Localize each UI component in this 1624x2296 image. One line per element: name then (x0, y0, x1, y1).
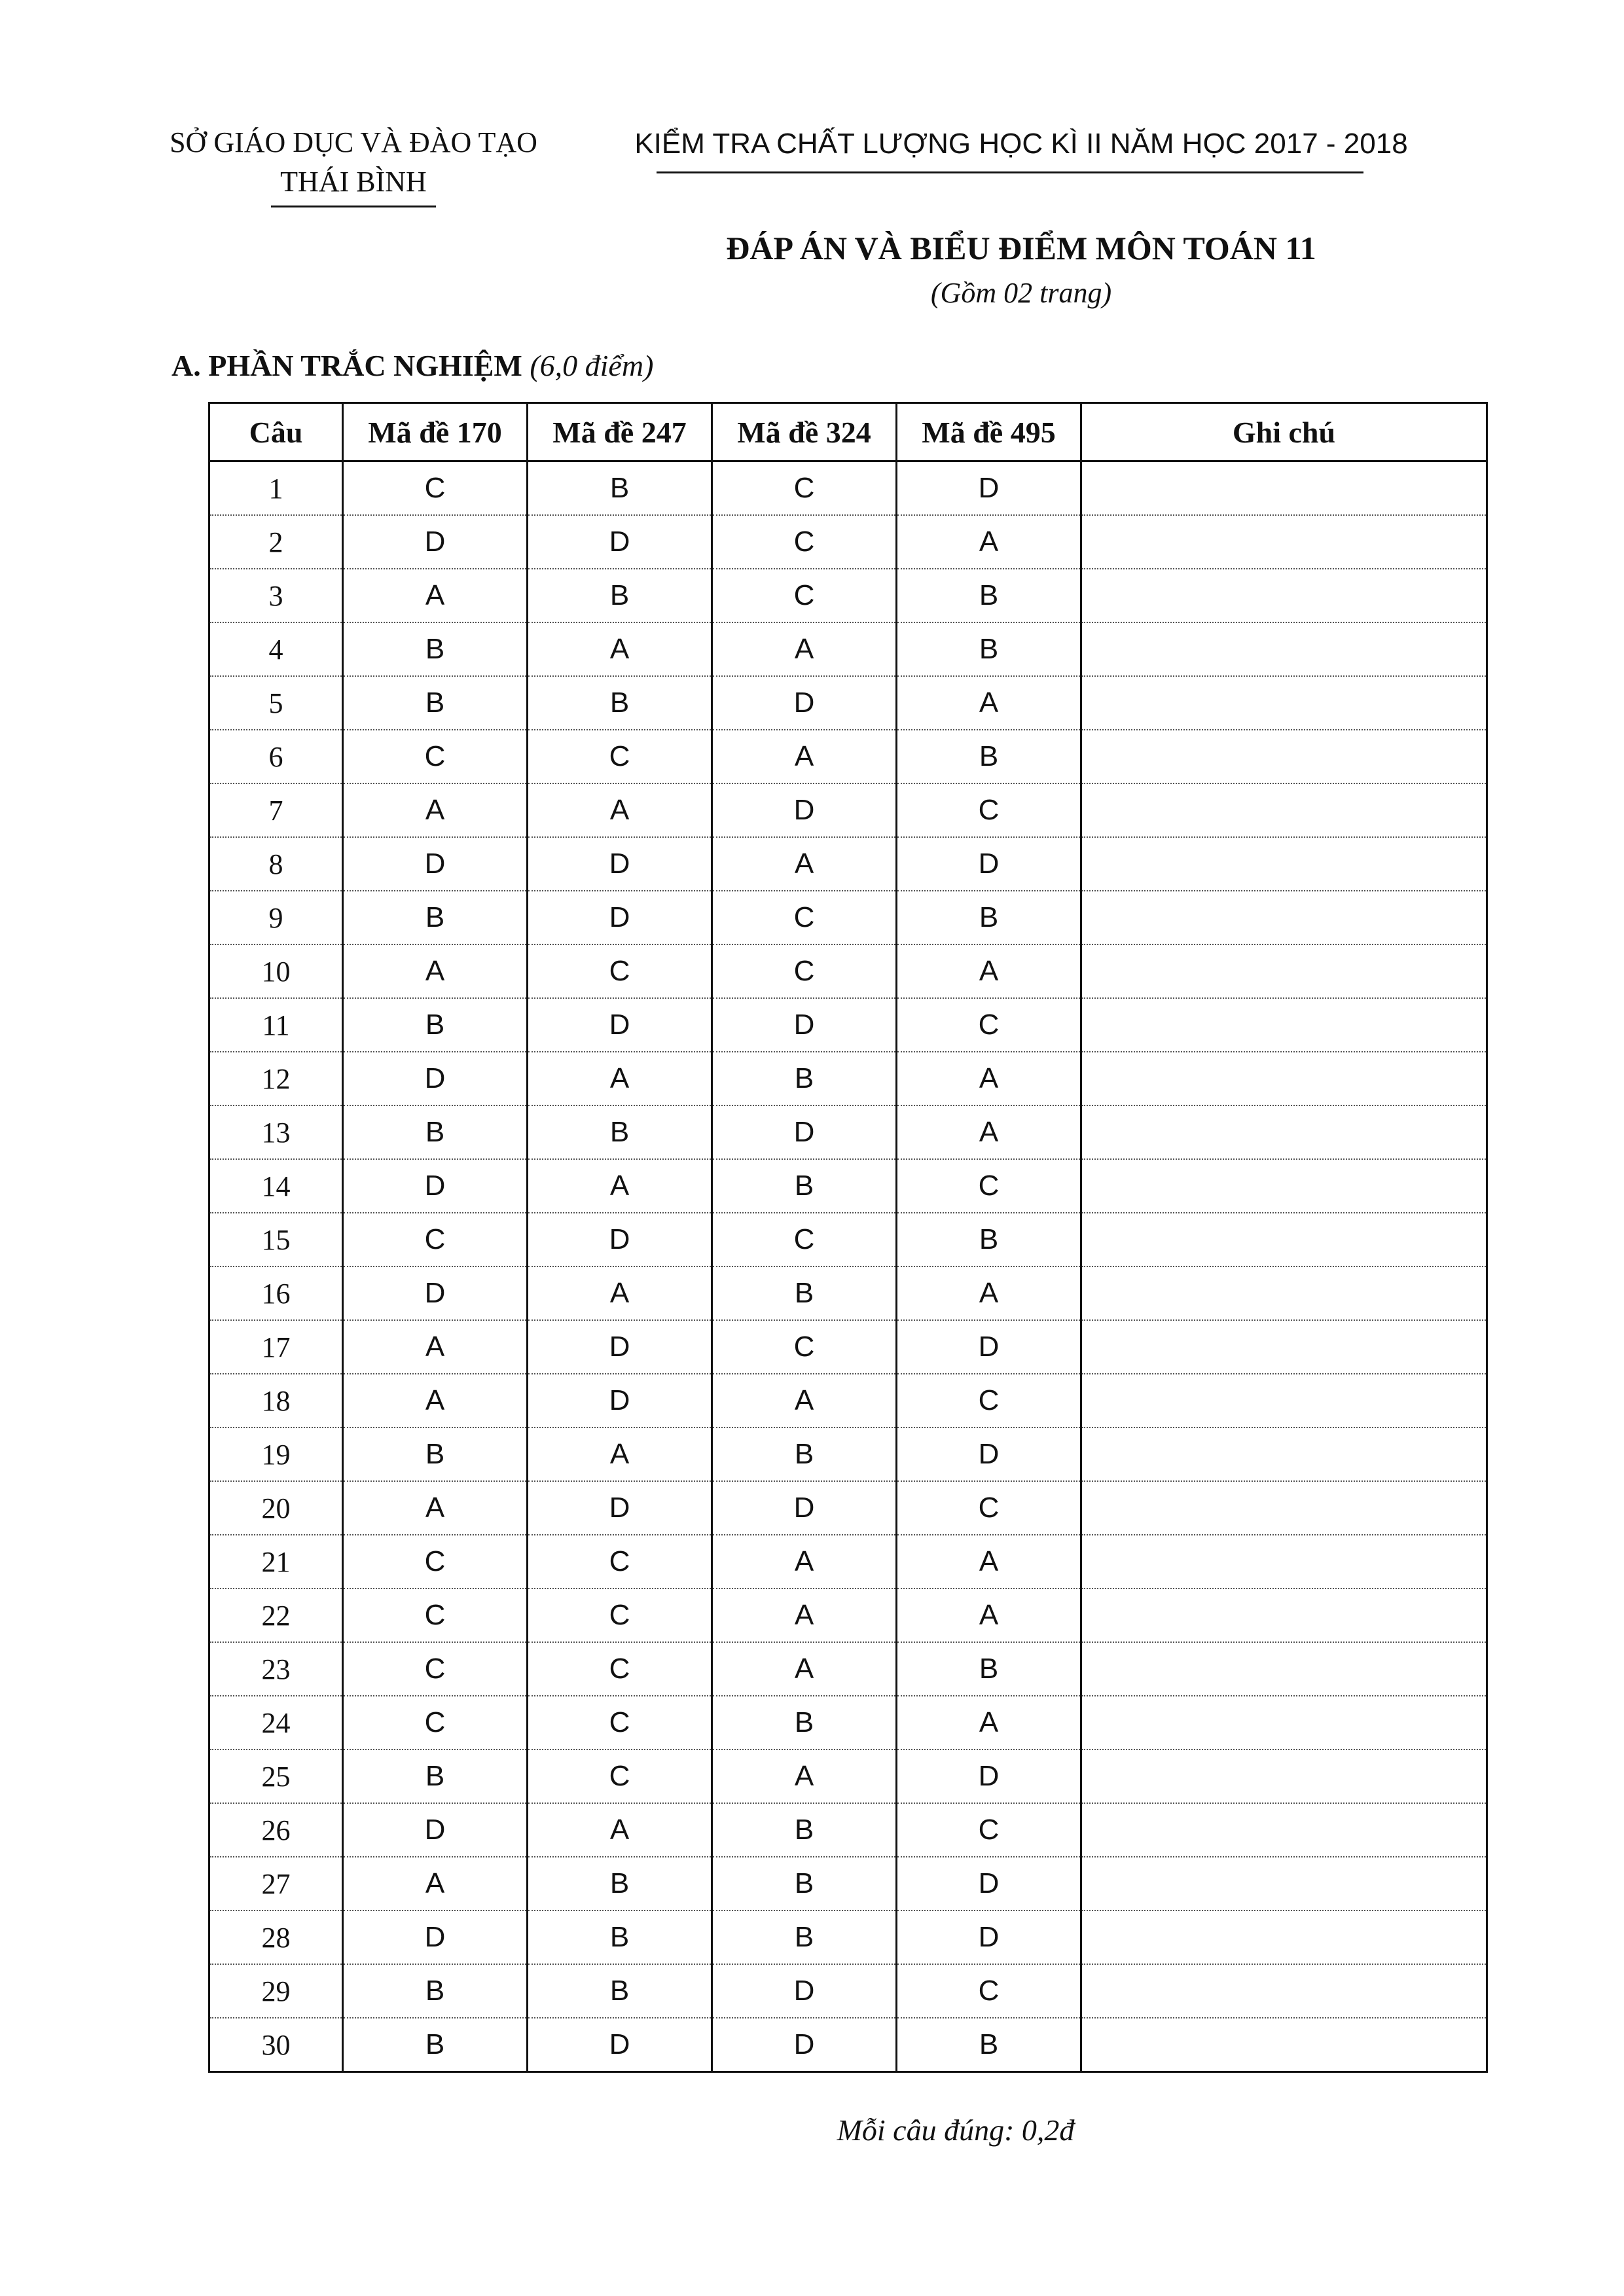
answer-code-170: A (343, 1857, 528, 1910)
table-row (209, 783, 1487, 837)
answer-code-247: B (528, 1105, 712, 1159)
notes-cell (1081, 783, 1487, 837)
answer-key-title: ĐÁP ÁN VÀ BIỂU ĐIỂM MÔN TOÁN 11 (726, 230, 1316, 266)
notes-cell (1081, 1481, 1487, 1535)
answer-code-324: B (712, 1266, 897, 1320)
answer-code-247: B (528, 676, 712, 730)
answer-code-247: D (528, 1213, 712, 1266)
table-row (209, 1749, 1487, 1803)
answer-code-170: C (343, 1213, 528, 1266)
notes-cell (1081, 2018, 1487, 2072)
notes-cell (1081, 944, 1487, 998)
table-row (209, 515, 1487, 569)
answer-code-495: B (897, 569, 1081, 622)
question-number: 28 (209, 1910, 343, 1964)
answer-code-170: C (343, 730, 528, 783)
answer-code-324: D (712, 783, 897, 837)
table-row (209, 998, 1487, 1052)
answer-code-170: D (343, 837, 528, 891)
notes-cell (1081, 1213, 1487, 1266)
question-number: 17 (209, 1320, 343, 1374)
answer-code-247: A (528, 1052, 712, 1105)
notes-cell (1081, 1159, 1487, 1213)
answer-code-170: C (343, 1696, 528, 1749)
answer-code-324: B (712, 1696, 897, 1749)
answer-code-324: D (712, 1481, 897, 1535)
table-row (209, 1964, 1487, 2018)
answer-code-247: D (528, 515, 712, 569)
table-row (209, 1642, 1487, 1696)
answer-code-324: D (712, 2018, 897, 2072)
answer-code-495: B (897, 622, 1081, 676)
notes-cell (1081, 1266, 1487, 1320)
answer-code-495: D (897, 1910, 1081, 1964)
answer-code-170: A (343, 569, 528, 622)
answer-code-170: A (343, 783, 528, 837)
answer-code-324: B (712, 1803, 897, 1857)
table-row (209, 1481, 1487, 1535)
table-row (209, 1910, 1487, 1964)
section-heading (171, 347, 653, 385)
question-number: 24 (209, 1696, 343, 1749)
answer-code-495: D (897, 1857, 1081, 1910)
answer-code-170: D (343, 1266, 528, 1320)
answer-code-170: C (343, 461, 528, 516)
notes-cell (1081, 1535, 1487, 1588)
answer-code-247: C (528, 1535, 712, 1588)
scoring-note: Mỗi câu đúng: 0,2đ (837, 2113, 1075, 2147)
notes-cell (1081, 1857, 1487, 1910)
answer-code-324: D (712, 1105, 897, 1159)
question-number: 26 (209, 1803, 343, 1857)
answer-code-170: A (343, 944, 528, 998)
notes-cell (1081, 1696, 1487, 1749)
answer-code-324: A (712, 1374, 897, 1427)
table-row (209, 1427, 1487, 1481)
question-number: 12 (209, 1052, 343, 1105)
question-number: 8 (209, 837, 343, 891)
answer-code-170: B (343, 1427, 528, 1481)
table-header-row (209, 403, 1487, 461)
answer-code-247: C (528, 730, 712, 783)
answer-code-247: A (528, 1803, 712, 1857)
answer-code-324: C (712, 1213, 897, 1266)
table-row (209, 1588, 1487, 1642)
answer-code-495: C (897, 1159, 1081, 1213)
answer-code-495: C (897, 998, 1081, 1052)
answer-code-170: B (343, 891, 528, 944)
notes-cell (1081, 1427, 1487, 1481)
notes-cell (1081, 622, 1487, 676)
answer-code-247: B (528, 1857, 712, 1910)
question-number: 13 (209, 1105, 343, 1159)
question-number: 20 (209, 1481, 343, 1535)
table-row (209, 461, 1487, 516)
answer-code-170: D (343, 1803, 528, 1857)
table-row (209, 1159, 1487, 1213)
notes-cell (1081, 998, 1487, 1052)
answer-table-body (209, 461, 1487, 2072)
answer-code-324: A (712, 622, 897, 676)
section-label: A. PHẦN TRẮC NGHIỆM (171, 349, 522, 382)
exam-title-underline (657, 171, 1363, 173)
answer-code-247: B (528, 569, 712, 622)
question-number: 29 (209, 1964, 343, 2018)
answer-code-495: A (897, 515, 1081, 569)
answer-code-170: B (343, 1964, 528, 2018)
notes-cell (1081, 1105, 1487, 1159)
answer-code-247: A (528, 1266, 712, 1320)
answer-code-247: A (528, 1159, 712, 1213)
notes-cell (1081, 515, 1487, 569)
answer-code-247: A (528, 622, 712, 676)
answer-code-495: A (897, 944, 1081, 998)
question-number: 11 (209, 998, 343, 1052)
notes-cell (1081, 1642, 1487, 1696)
question-number: 30 (209, 2018, 343, 2072)
answer-code-324: B (712, 1910, 897, 1964)
question-number: 6 (209, 730, 343, 783)
notes-cell (1081, 1749, 1487, 1803)
table-row (209, 622, 1487, 676)
question-number: 3 (209, 569, 343, 622)
answer-code-170: A (343, 1320, 528, 1374)
notes-cell (1081, 1964, 1487, 2018)
answer-code-247: A (528, 783, 712, 837)
notes-cell (1081, 1374, 1487, 1427)
answer-code-324: D (712, 998, 897, 1052)
answer-code-247: B (528, 1964, 712, 2018)
answer-code-170: B (343, 1749, 528, 1803)
answer-code-495: D (897, 461, 1081, 516)
answer-code-170: C (343, 1535, 528, 1588)
answer-code-324: C (712, 1320, 897, 1374)
answer-code-170: A (343, 1481, 528, 1535)
province-name: THÁI BÌNH (271, 162, 436, 207)
question-number: 4 (209, 622, 343, 676)
answer-code-495: B (897, 1642, 1081, 1696)
answer-code-324: A (712, 1749, 897, 1803)
answer-code-170: C (343, 1642, 528, 1696)
notes-cell (1081, 1052, 1487, 1105)
table-row (209, 1857, 1487, 1910)
answer-code-170: A (343, 1374, 528, 1427)
table-row (209, 1320, 1487, 1374)
answer-code-170: B (343, 2018, 528, 2072)
answer-code-170: D (343, 515, 528, 569)
table-row (209, 1213, 1487, 1266)
notes-cell (1081, 676, 1487, 730)
answer-code-324: A (712, 1535, 897, 1588)
answer-code-495: B (897, 730, 1081, 783)
table-row (209, 1052, 1487, 1105)
question-number: 14 (209, 1159, 343, 1213)
notes-cell (1081, 1588, 1487, 1642)
answer-code-324: C (712, 944, 897, 998)
table-row (209, 891, 1487, 944)
answer-code-324: C (712, 515, 897, 569)
answer-code-324: A (712, 1642, 897, 1696)
answer-code-247: C (528, 1588, 712, 1642)
answer-code-495: C (897, 1964, 1081, 2018)
notes-cell (1081, 1910, 1487, 1964)
question-number: 23 (209, 1642, 343, 1696)
answer-code-495: B (897, 891, 1081, 944)
question-number: 1 (209, 461, 343, 516)
question-number: 27 (209, 1857, 343, 1910)
notes-cell (1081, 1320, 1487, 1374)
answer-code-247: C (528, 1749, 712, 1803)
answer-code-324: B (712, 1857, 897, 1910)
answer-code-495: A (897, 1588, 1081, 1642)
answer-code-170: B (343, 622, 528, 676)
answer-code-495: D (897, 1749, 1081, 1803)
answer-code-495: B (897, 1213, 1081, 1266)
answer-code-495: A (897, 1052, 1081, 1105)
answer-code-324: A (712, 730, 897, 783)
answer-code-495: A (897, 1535, 1081, 1588)
answer-code-170: D (343, 1052, 528, 1105)
answer-code-495: B (897, 2018, 1081, 2072)
table-row (209, 837, 1487, 891)
answer-code-247: D (528, 1481, 712, 1535)
header-code-247: Mã đề 247 (528, 403, 712, 461)
answer-code-495: C (897, 1803, 1081, 1857)
header-code-170: Mã đề 170 (343, 403, 528, 461)
answer-code-324: D (712, 676, 897, 730)
header-code-495: Mã đề 495 (897, 403, 1081, 461)
section-points: (6,0 điểm) (530, 349, 654, 382)
department-name: SỞ GIÁO DỤC VÀ ĐÀO TẠO (170, 126, 537, 158)
answer-code-495: C (897, 1481, 1081, 1535)
table-row (209, 1535, 1487, 1588)
answer-code-324: D (712, 1964, 897, 2018)
table-row (209, 1266, 1487, 1320)
exam-title: KIỂM TRA CHẤT LƯỢNG HỌC KÌ II NĂM HỌC 2017 - 2018 (634, 128, 1408, 160)
question-number: 21 (209, 1535, 343, 1588)
answer-table (208, 402, 1488, 2073)
table-row (209, 1374, 1487, 1427)
answer-code-495: A (897, 1105, 1081, 1159)
notes-cell (1081, 569, 1487, 622)
answer-code-324: C (712, 891, 897, 944)
table-row (209, 944, 1487, 998)
answer-code-495: A (897, 676, 1081, 730)
notes-cell (1081, 730, 1487, 783)
table-row (209, 2018, 1487, 2072)
answer-code-324: C (712, 569, 897, 622)
notes-cell (1081, 1803, 1487, 1857)
answer-code-170: B (343, 676, 528, 730)
answer-code-324: A (712, 1588, 897, 1642)
table-row (209, 1105, 1487, 1159)
notes-cell (1081, 461, 1487, 516)
answer-code-247: C (528, 944, 712, 998)
answer-code-247: D (528, 837, 712, 891)
notes-cell (1081, 891, 1487, 944)
answer-code-247: D (528, 2018, 712, 2072)
answer-code-170: B (343, 1105, 528, 1159)
table-row (209, 730, 1487, 783)
answer-code-247: D (528, 998, 712, 1052)
question-number: 15 (209, 1213, 343, 1266)
department-header (157, 123, 550, 207)
answer-code-324: C (712, 461, 897, 516)
answer-code-495: A (897, 1266, 1081, 1320)
answer-code-170: C (343, 1588, 528, 1642)
question-number: 18 (209, 1374, 343, 1427)
question-number: 7 (209, 783, 343, 837)
notes-cell (1081, 837, 1487, 891)
question-number: 16 (209, 1266, 343, 1320)
question-number: 10 (209, 944, 343, 998)
answer-code-247: C (528, 1642, 712, 1696)
question-number: 9 (209, 891, 343, 944)
header-notes: Ghi chú (1081, 403, 1487, 461)
answer-code-495: D (897, 1320, 1081, 1374)
answer-code-247: D (528, 1320, 712, 1374)
answer-code-324: B (712, 1427, 897, 1481)
answer-code-495: C (897, 1374, 1081, 1427)
answer-code-324: A (712, 837, 897, 891)
answer-code-495: D (897, 1427, 1081, 1481)
header-question: Câu (209, 403, 343, 461)
answer-code-324: B (712, 1052, 897, 1105)
question-number: 19 (209, 1427, 343, 1481)
answer-code-495: C (897, 783, 1081, 837)
header-code-324: Mã đề 324 (712, 403, 897, 461)
answer-code-247: B (528, 461, 712, 516)
answer-code-495: D (897, 837, 1081, 891)
answer-code-247: B (528, 1910, 712, 1964)
answer-code-247: D (528, 891, 712, 944)
table-row (209, 569, 1487, 622)
question-number: 2 (209, 515, 343, 569)
question-number: 25 (209, 1749, 343, 1803)
answer-code-170: B (343, 998, 528, 1052)
answer-code-495: A (897, 1696, 1081, 1749)
table-row (209, 1696, 1487, 1749)
answer-code-324: B (712, 1159, 897, 1213)
table-row (209, 676, 1487, 730)
answer-code-170: D (343, 1910, 528, 1964)
answer-code-247: C (528, 1696, 712, 1749)
answer-code-247: D (528, 1374, 712, 1427)
answer-code-247: A (528, 1427, 712, 1481)
page-count-note: (Gồm 02 trang) (930, 277, 1112, 309)
question-number: 5 (209, 676, 343, 730)
question-number: 22 (209, 1588, 343, 1642)
answer-code-170: D (343, 1159, 528, 1213)
table-row (209, 1803, 1487, 1857)
